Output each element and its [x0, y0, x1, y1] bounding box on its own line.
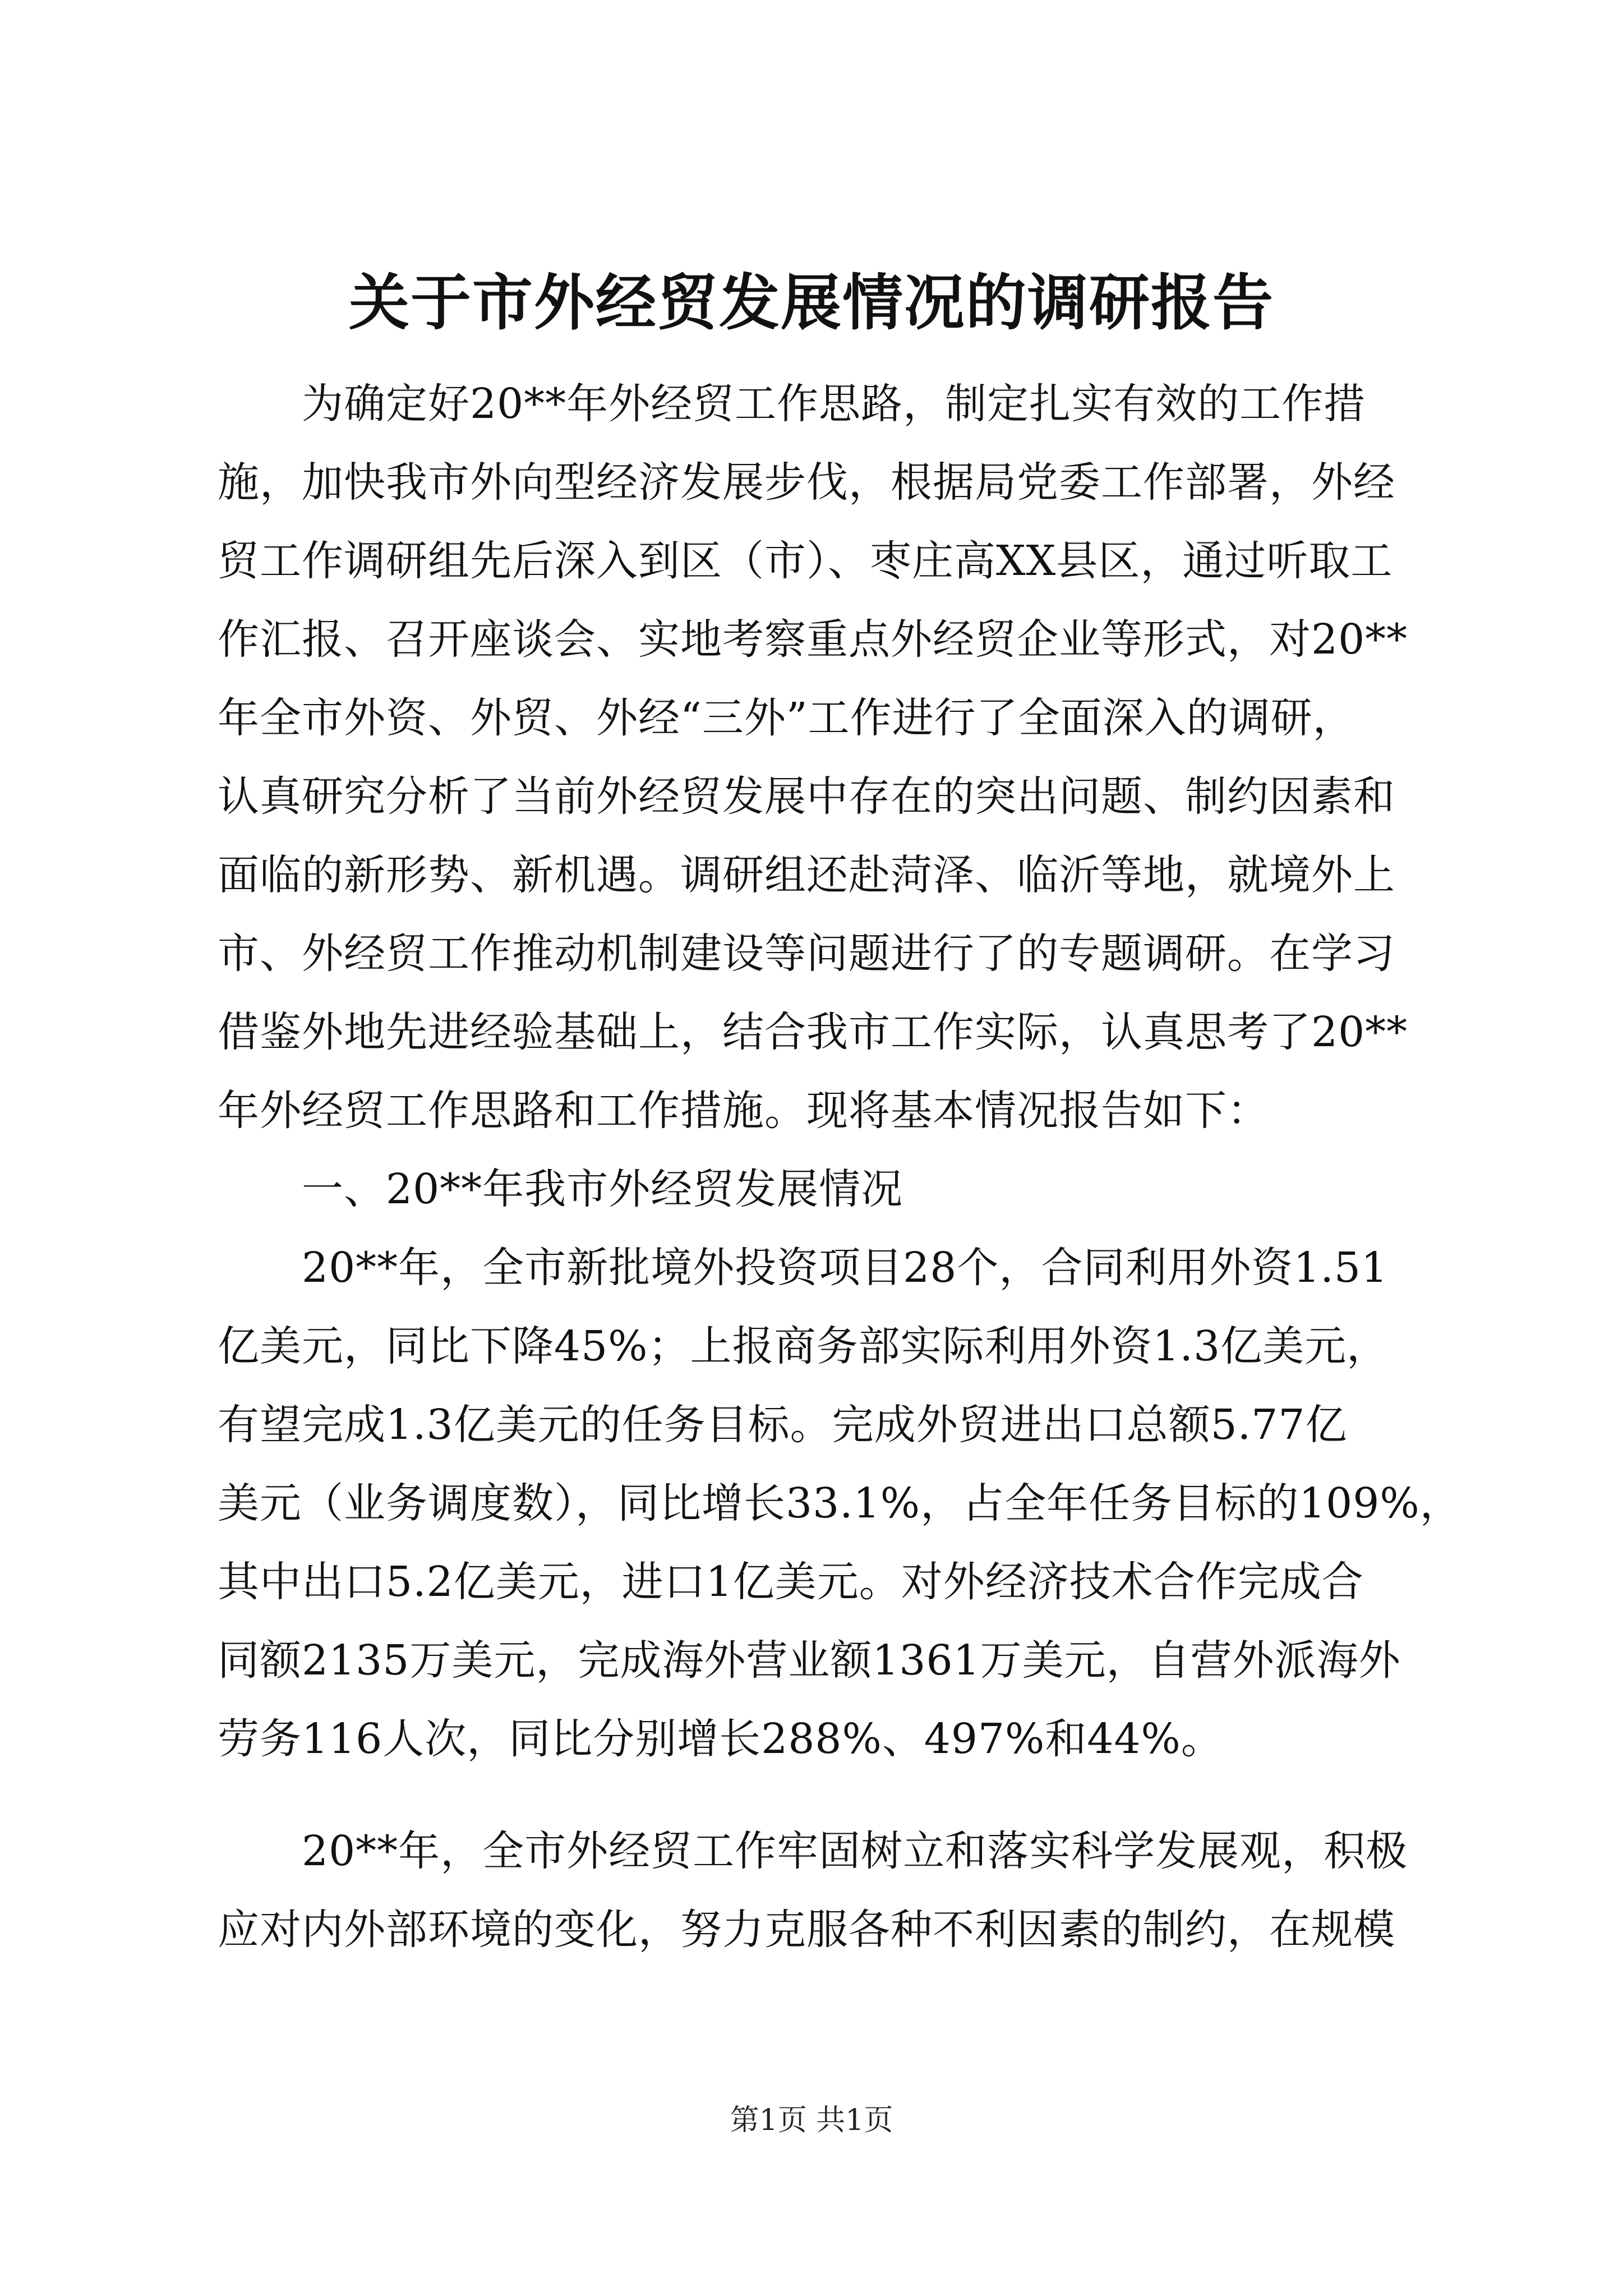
text-line: 美元（业务调度数），同比增长33.1%，占全年任务目标的109%，: [218, 1479, 1462, 1527]
text-line: 贸工作调研组先后深入到区（市）、枣庄高XX县区，通过听取工: [218, 537, 1393, 585]
text-line: 20**年，全市外经贸工作牢固树立和落实科学发展观，积极: [218, 1827, 1408, 1875]
text-line: 劳务116人次，同比分别增长288%、497%和44%。: [218, 1715, 1223, 1763]
paragraph-intro: [218, 365, 1451, 1150]
heading-line: 一、20**年我市外经贸发展情况: [218, 1165, 903, 1213]
text-line: 作汇报、召开座谈会、实地考察重点外经贸企业等形式，对20**: [218, 615, 1408, 664]
page-footer: 第1页 共1页: [730, 2104, 893, 2137]
text-line: 有望完成1.3亿美元的任务目标。完成外贸进出口总额5.77亿: [218, 1401, 1348, 1449]
text-line: 年外经贸工作思路和工作措施。现将基本情况报告如下：: [218, 1087, 1269, 1135]
section-heading: [218, 1150, 1451, 1228]
paragraph-gap: [218, 1778, 1451, 1812]
text-line: 其中出口5.2亿美元，进口1亿美元。对外经济技术合作完成合: [218, 1558, 1364, 1606]
text-line: 施，加快我市外向型经济发展步伐，根据局党委工作部署，外经: [218, 458, 1395, 507]
text-line: 面临的新形势、新机遇。调研组还赴菏泽、临沂等地，就境外上: [218, 851, 1395, 899]
text-line: 同额2135万美元，完成海外营业额1361万美元，自营外派海外: [218, 1636, 1401, 1685]
paragraph-statistics: [218, 1228, 1462, 1778]
document-body: [218, 365, 1462, 1969]
text-line: 20**年，全市新批境外投资项目28个，合同利用外资1.51: [218, 1244, 1389, 1292]
document-title: 关于市外经贸发展情况的调研报告: [348, 268, 1274, 338]
text-line: 年全市外资、外贸、外经“三外”工作进行了全面深入的调研，: [218, 694, 1355, 742]
text-line: 借鉴外地先进经验基础上，结合我市工作实际，认真思考了20**: [218, 1008, 1408, 1056]
text-line: 亿美元，同比下降45%；上报商务部实际利用外资1.3亿美元，: [218, 1322, 1389, 1370]
text-line: 应对内外部环境的变化，努力克服各种不利因素的制约，在规模: [218, 1906, 1395, 1954]
text-line: 认真研究分析了当前外经贸发展中存在的突出问题、制约因素和: [218, 772, 1395, 821]
text-line: 为确定好20**年外经贸工作思路，制定扎实有效的工作措: [218, 380, 1366, 428]
paragraph-summary: [218, 1812, 1451, 1969]
text-line: 市、外经贸工作推动机制建设等问题进行了的专题调研。在学习: [218, 930, 1395, 978]
